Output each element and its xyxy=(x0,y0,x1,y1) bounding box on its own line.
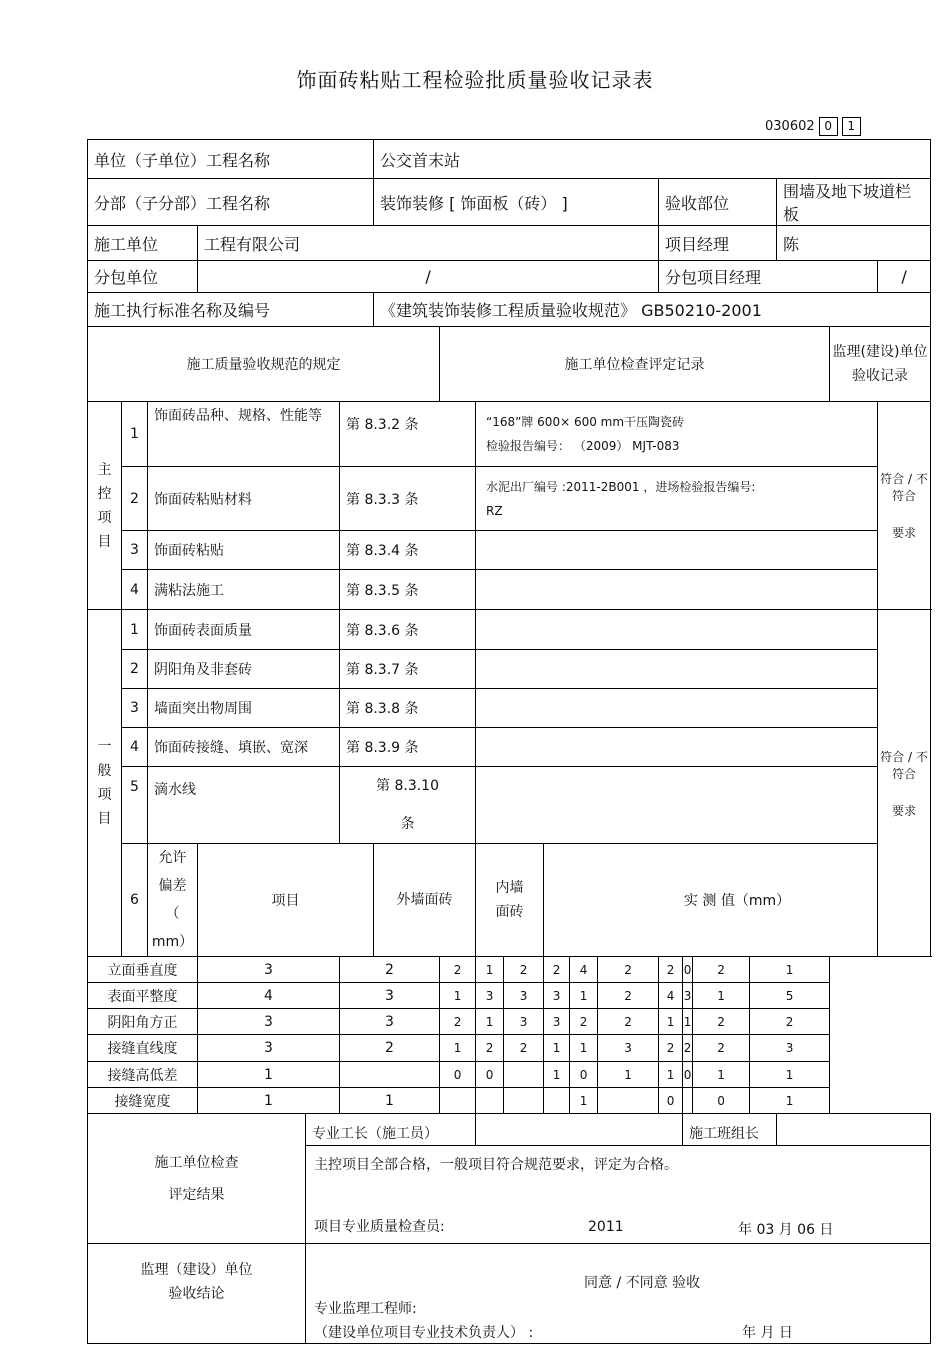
tolerance-row-name: 接缝宽度 xyxy=(88,1088,198,1114)
tolerance-head-inner: 内墙面砖 xyxy=(476,844,544,957)
main-item-no: 4 xyxy=(122,570,148,610)
measured-value-cell: 0 xyxy=(683,1062,693,1088)
construction-unit-label: 施工单位 xyxy=(88,226,198,261)
general-item-record xyxy=(476,650,878,689)
inspection-date: 年 03 月 06 日 xyxy=(738,1221,834,1238)
measured-value-cell: 1 xyxy=(693,983,750,1009)
measured-value-cell: 2 xyxy=(598,957,659,983)
clause-line: 第 8.3.10 xyxy=(376,778,439,794)
supervisor-column-header: 监理(建设)单位验收记录 xyxy=(830,327,931,402)
general-item-no: 1 xyxy=(122,610,148,650)
accept-part-value: 围墙及地下坡道栏板 xyxy=(777,179,931,226)
tolerance-row-inner xyxy=(340,1062,440,1088)
measured-value-cell: 2 xyxy=(570,1009,598,1035)
measured-value-cell: 2 xyxy=(693,1009,750,1035)
tolerance-row-outer: 1 xyxy=(198,1088,340,1114)
record-rz: RZ xyxy=(486,503,503,518)
construction-result-label-line: 评定结果 xyxy=(168,1186,225,1203)
tolerance-label-line: 偏差 xyxy=(158,878,187,894)
tolerance-row-outer: 3 xyxy=(198,1009,340,1035)
general-item-clause: 第 8.3.7 条 xyxy=(340,650,476,689)
general-item-record xyxy=(476,767,878,844)
measured-value-cell: 1 xyxy=(659,1062,683,1088)
foreman-value xyxy=(476,1114,683,1146)
tolerance-row-name: 表面平整度 xyxy=(88,983,198,1009)
tolerance-row-outer: 3 xyxy=(198,957,340,983)
measured-value-cell: 2 xyxy=(683,1035,693,1062)
tolerance-row-outer: 4 xyxy=(198,983,340,1009)
main-item-no: 1 xyxy=(122,402,148,467)
general-item-no: 4 xyxy=(122,728,148,767)
tolerance-row-outer: 3 xyxy=(198,1035,340,1062)
main-item-record xyxy=(476,531,878,570)
measured-value-cell: 0 xyxy=(476,1062,504,1088)
measured-value-cell: 1 xyxy=(598,1062,659,1088)
measured-value-cell: 3 xyxy=(476,983,504,1009)
measured-value-cell: 1 xyxy=(750,1062,830,1088)
tolerance-item-no: 6 xyxy=(122,844,148,957)
engineer-label: 专业监理工程师: xyxy=(314,1301,417,1317)
measured-value-cell: 1 xyxy=(440,1035,476,1062)
general-item-record xyxy=(476,610,878,650)
tolerance-row-name: 立面垂直度 xyxy=(88,957,198,983)
measured-value-cell xyxy=(544,1088,570,1114)
measured-value-cell: 1 xyxy=(544,1035,570,1062)
measured-value-cell: 2 xyxy=(504,957,544,983)
form-code xyxy=(765,117,861,136)
tolerance-head-item: 项目 xyxy=(198,844,374,957)
measured-value-cell: 2 xyxy=(476,1035,504,1062)
supervision-opinion: 同意 / 不同意 验收 xyxy=(584,1275,701,1291)
general-item-no: 5 xyxy=(122,767,148,844)
measured-value-cell: 1 xyxy=(570,983,598,1009)
general-item-clause: 第 8.3.6 条 xyxy=(340,610,476,650)
standard-label: 施工执行标准名称及编号 xyxy=(88,293,374,327)
general-item-no: 2 xyxy=(122,650,148,689)
tolerance-row-name: 接缝高低差 xyxy=(88,1062,198,1088)
tolerance-row-inner: 1 xyxy=(340,1088,440,1114)
general-item-name: 滴水线 xyxy=(148,767,340,844)
subcontractor-label: 分包单位 xyxy=(88,261,198,293)
measured-value-cell: 1 xyxy=(476,1009,504,1035)
measured-value-cell xyxy=(504,1088,544,1114)
general-item-record xyxy=(476,689,878,728)
measured-value-cell xyxy=(598,1088,659,1114)
verdict-text: 要求 xyxy=(892,803,917,818)
measured-value-cell: 3 xyxy=(598,1035,659,1062)
project-manager-value: 陈 xyxy=(777,226,931,261)
project-manager-label: 项目经理 xyxy=(659,226,777,261)
tolerance-head-outer: 外墙面砖 xyxy=(374,844,476,957)
measured-value-cell: 2 xyxy=(440,957,476,983)
accept-part-label: 验收部位 xyxy=(659,179,777,226)
main-item-record xyxy=(476,570,878,610)
verdict-text: 符合 / 不符合 xyxy=(880,749,928,781)
measured-value-cell xyxy=(440,1088,476,1114)
tolerance-label-line: 允许 xyxy=(158,850,187,866)
measured-value-cell: 1 xyxy=(750,1088,830,1114)
main-item-no: 3 xyxy=(122,531,148,570)
main-item-record xyxy=(476,402,878,467)
measured-value-cell: 3 xyxy=(544,1009,570,1035)
page-title: 饰面砖粘贴工程检验批质量验收记录表 xyxy=(296,68,654,92)
supervision-label xyxy=(88,1244,306,1344)
record-brand: “168”牌 600× 600 mm干压陶瓷砖 xyxy=(486,415,685,429)
measured-value-cell: 3 xyxy=(504,1009,544,1035)
unit-name-label: 单位（子单位）工程名称 xyxy=(88,140,374,179)
record-column-header: 施工单位检查评定记录 xyxy=(440,327,830,402)
general-item-clause: 第 8.3.9 条 xyxy=(340,728,476,767)
measured-value-cell: 1 xyxy=(544,1062,570,1088)
measured-value-cell: 4 xyxy=(659,983,683,1009)
tolerance-label-line: （ mm） xyxy=(151,906,194,950)
supervision-date: 年 月 日 xyxy=(742,1325,793,1341)
record-report-no: 检验报告编号： （2009） MJT-083 xyxy=(486,439,680,453)
supervision-conclusion xyxy=(306,1244,931,1344)
measured-value-cell: 3 xyxy=(504,983,544,1009)
tolerance-row-name: 接缝直线度 xyxy=(88,1035,198,1062)
general-item-clause xyxy=(340,767,476,844)
measured-value-cell: 2 xyxy=(693,1035,750,1062)
form-code-box-1: 0 xyxy=(819,117,838,136)
measured-value-cell: 3 xyxy=(750,1035,830,1062)
sub-pm-label: 分包项目经理 xyxy=(659,261,878,293)
tolerance-row-outer: 1 xyxy=(198,1062,340,1088)
measured-value-cell: 4 xyxy=(570,957,598,983)
measured-value-cell: 1 xyxy=(440,983,476,1009)
measured-value-cell: 0 xyxy=(683,957,693,983)
record-cement-no: 水泥出厂编号 :2011-2B001 ，进场检验报告编号: xyxy=(486,479,756,494)
measured-value-cell: 1 xyxy=(476,957,504,983)
main-item-no: 2 xyxy=(122,467,148,531)
measured-value-cell: 3 xyxy=(683,983,693,1009)
tolerance-label xyxy=(148,844,198,957)
inspector-label: 项目专业质量检查员: xyxy=(314,1219,445,1236)
general-item-clause: 第 8.3.8 条 xyxy=(340,689,476,728)
measured-value-cell: 2 xyxy=(750,1009,830,1035)
measured-value-cell: 0 xyxy=(693,1088,750,1114)
owner-label: （建设单位项目专业技术负责人） : xyxy=(314,1325,534,1341)
supervision-label-line: 验收结论 xyxy=(168,1286,225,1302)
main-control-label: 主 控 项 目 xyxy=(88,402,122,610)
verdict-text: 符合 / 不符合 xyxy=(880,472,928,503)
spec-column-header: 施工质量验收规范的规定 xyxy=(88,327,440,402)
main-item-clause: 第 8.3.4 条 xyxy=(340,531,476,570)
sub-pm-value: / xyxy=(878,261,931,293)
main-item-name: 饰面砖粘贴材料 xyxy=(148,467,340,531)
general-item-name: 阴阳角及非套砖 xyxy=(148,650,340,689)
form-code-box-2: 1 xyxy=(842,117,861,136)
main-item-name: 饰面砖品种、规格、性能等 xyxy=(148,402,340,467)
main-item-clause: 第 8.3.5 条 xyxy=(340,570,476,610)
inspection-table xyxy=(87,139,931,1344)
measured-value-cell: 3 xyxy=(544,983,570,1009)
supervision-label-line: 监理（建设）单位 xyxy=(140,1262,253,1278)
team-leader-value xyxy=(777,1114,931,1146)
tolerance-head-measured: 实 测 值（mm） xyxy=(544,844,931,957)
main-item-name: 满粘法施工 xyxy=(148,570,340,610)
standard-value: 《建筑装饰装修工程质量验收规范》 GB50210-2001 xyxy=(374,293,931,327)
main-item-name: 饰面砖粘贴 xyxy=(148,531,340,570)
measured-value-cell xyxy=(504,1062,544,1088)
general-item-name: 饰面砖表面质量 xyxy=(148,610,340,650)
measured-value-cell: 1 xyxy=(693,1062,750,1088)
measured-value-cell: 1 xyxy=(659,1009,683,1035)
measured-value-cell: 1 xyxy=(750,957,830,983)
general-item-name: 饰面砖接缝、填嵌、宽深 xyxy=(148,728,340,767)
foreman-label: 专业工长（施工员） xyxy=(306,1114,476,1146)
tolerance-row-inner: 2 xyxy=(340,957,440,983)
form-code-prefix: 030602 xyxy=(765,119,815,134)
inspector-line xyxy=(306,1210,931,1244)
measured-value-cell: 2 xyxy=(504,1035,544,1062)
measured-value-cell: 2 xyxy=(659,1035,683,1062)
main-control-verdict xyxy=(878,402,931,610)
tolerance-row-inner: 2 xyxy=(340,1035,440,1062)
construction-result-label xyxy=(88,1114,306,1244)
measured-value-cell: 2 xyxy=(693,957,750,983)
tolerance-row-inner: 3 xyxy=(340,983,440,1009)
subdivision-value: 装饰装修 [ 饰面板（砖） ] xyxy=(374,179,659,226)
measured-value-cell: 1 xyxy=(570,1035,598,1062)
tolerance-row-inner: 3 xyxy=(340,1009,440,1035)
measured-value-cell xyxy=(476,1088,504,1114)
measured-value-cell: 0 xyxy=(440,1062,476,1088)
team-leader-label: 施工班组长 xyxy=(683,1114,777,1146)
measured-value-cell: 2 xyxy=(598,983,659,1009)
general-item-record xyxy=(476,728,878,767)
measured-value-cell: 5 xyxy=(750,983,830,1009)
general-item-no: 3 xyxy=(122,689,148,728)
main-item-clause: 第 8.3.3 条 xyxy=(340,467,476,531)
measured-value-cell: 2 xyxy=(544,957,570,983)
construction-conclusion: 主控项目全部合格，一般项目符合规范要求，评定为合格。 xyxy=(306,1146,931,1210)
construction-result-label-line: 施工单位检查 xyxy=(154,1154,239,1171)
tolerance-row-name: 阴阳角方正 xyxy=(88,1009,198,1035)
measured-value-cell: 2 xyxy=(440,1009,476,1035)
clause-line: 条 xyxy=(400,816,415,832)
measured-value-cell xyxy=(683,1088,693,1114)
measured-value-cell: 1 xyxy=(683,1009,693,1035)
construction-unit-value: 工程有限公司 xyxy=(198,226,659,261)
measured-value-cell: 2 xyxy=(598,1009,659,1035)
general-item-name: 墙面突出物周围 xyxy=(148,689,340,728)
measured-value-cell: 1 xyxy=(570,1088,598,1114)
main-item-clause: 第 8.3.2 条 xyxy=(340,402,476,467)
subcontractor-value: / xyxy=(198,261,659,293)
general-items-label: 一 般 项 目 xyxy=(88,610,122,957)
measured-value-cell: 0 xyxy=(570,1062,598,1088)
measured-value-cell: 0 xyxy=(659,1088,683,1114)
main-item-record xyxy=(476,467,878,531)
measured-value-cell: 2 xyxy=(659,957,683,983)
subdivision-label: 分部（子分部）工程名称 xyxy=(88,179,374,226)
verdict-text: 要求 xyxy=(892,526,917,540)
inspection-year: 2011 xyxy=(588,1218,624,1235)
unit-name-value: 公交首末站 xyxy=(374,140,931,179)
